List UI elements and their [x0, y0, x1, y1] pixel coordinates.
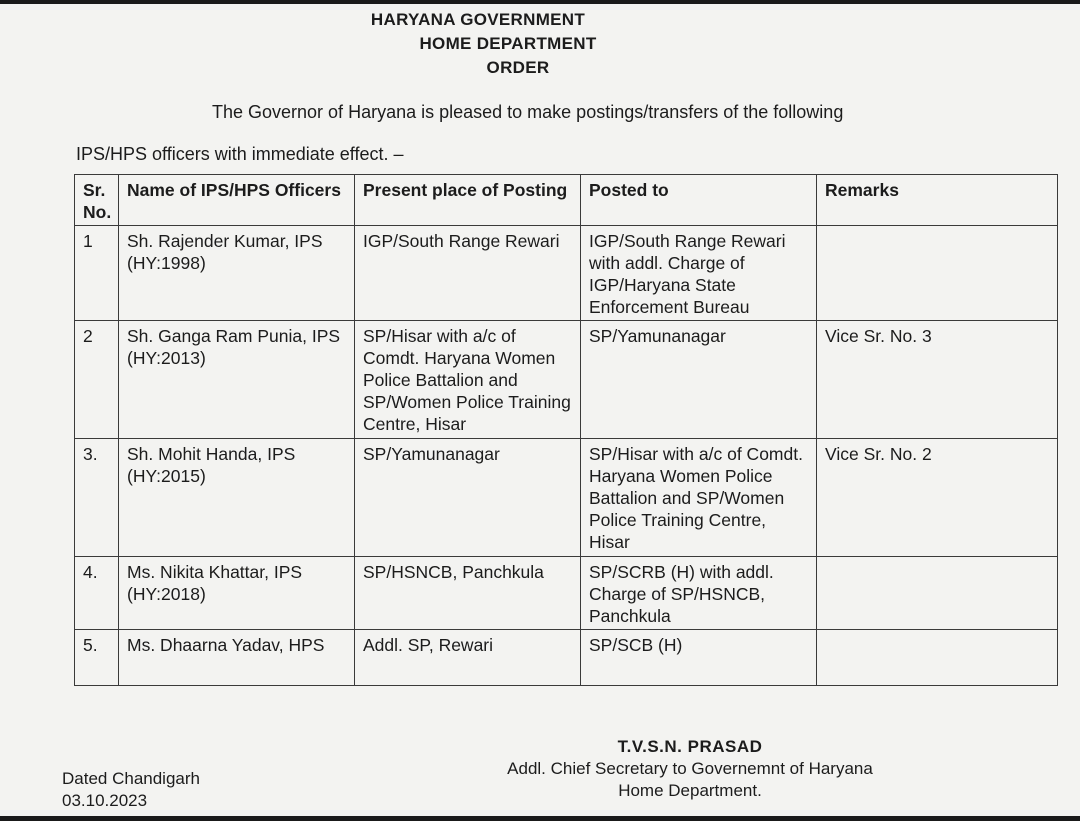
header-sr: Sr. No. [75, 175, 119, 226]
cell-name: Ms. Dhaarna Yadav, HPS [119, 630, 355, 686]
cell-posted: SP/Hisar with a/c of Comdt. Haryana Women Police Battalion and SP/Women Police Training Centre, Hisar [581, 439, 817, 557]
cell-posted: SP/SCRB (H) with addl. Charge of SP/HSNCB, Panchkula [581, 557, 817, 630]
header-remarks: Remarks [817, 175, 1058, 226]
signature-block [470, 736, 910, 802]
cell-name: Sh. Rajender Kumar, IPS (HY:1998) [119, 226, 355, 321]
cell-name: Sh. Ganga Ram Punia, IPS (HY:2013) [119, 321, 355, 439]
dated-place: Dated Chandigarh [62, 769, 200, 788]
dated-block [62, 768, 200, 812]
cell-posted: SP/SCB (H) [581, 630, 817, 686]
cell-present: SP/HSNCB, Panchkula [355, 557, 581, 630]
cell-remarks [817, 630, 1058, 686]
cell-sr: 1 [75, 226, 119, 321]
signatory-name: T.V.S.N. PRASAD [617, 737, 763, 756]
header-posted: Posted to [581, 175, 817, 226]
header-order: ORDER [486, 58, 550, 77]
header-department: HOME DEPARTMENT [419, 34, 597, 53]
intro-line-1: The Governor of Haryana is pleased to make postings/transfers of the following [212, 102, 844, 122]
intro-line-2: IPS/HPS officers with immediate effect. – [76, 144, 404, 164]
header-government: HARYANA GOVERNMENT [370, 10, 586, 29]
cell-present: SP/Hisar with a/c of Comdt. Haryana Women Police Battalion and SP/Women Police Training Centre, Hisar [355, 321, 581, 439]
cell-posted: IGP/South Range Rewari with addl. Charge of IGP/Haryana State Enforcement Bureau [581, 226, 817, 321]
table-row [75, 226, 1058, 321]
cell-sr: 4. [75, 557, 119, 630]
cell-name: Ms. Nikita Khattar, IPS (HY:2018) [119, 557, 355, 630]
cell-present: IGP/South Range Rewari [355, 226, 581, 321]
cell-sr: 3. [75, 439, 119, 557]
cell-present: SP/Yamunanagar [355, 439, 581, 557]
postings-table [74, 174, 1058, 686]
table-row [75, 439, 1058, 557]
signatory-designation: Addl. Chief Secretary to Governemnt of Haryana [507, 759, 873, 778]
table-header-row [75, 175, 1058, 226]
cell-remarks [817, 226, 1058, 321]
header-present: Present place of Posting [355, 175, 581, 226]
cell-remarks: Vice Sr. No. 2 [817, 439, 1058, 557]
cell-present: Addl. SP, Rewari [355, 630, 581, 686]
table-row [75, 321, 1058, 439]
header-name: Name of IPS/HPS Officers [119, 175, 355, 226]
cell-posted: SP/Yamunanagar [581, 321, 817, 439]
signatory-department: Home Department. [618, 781, 762, 800]
table-row [75, 630, 1058, 686]
order-document [0, 4, 1080, 816]
dated-date: 03.10.2023 [62, 791, 148, 810]
cell-remarks: Vice Sr. No. 3 [817, 321, 1058, 439]
table-row [75, 557, 1058, 630]
cell-remarks [817, 557, 1058, 630]
cell-name: Sh. Mohit Handa, IPS (HY:2015) [119, 439, 355, 557]
cell-sr: 2 [75, 321, 119, 439]
cell-sr: 5. [75, 630, 119, 686]
